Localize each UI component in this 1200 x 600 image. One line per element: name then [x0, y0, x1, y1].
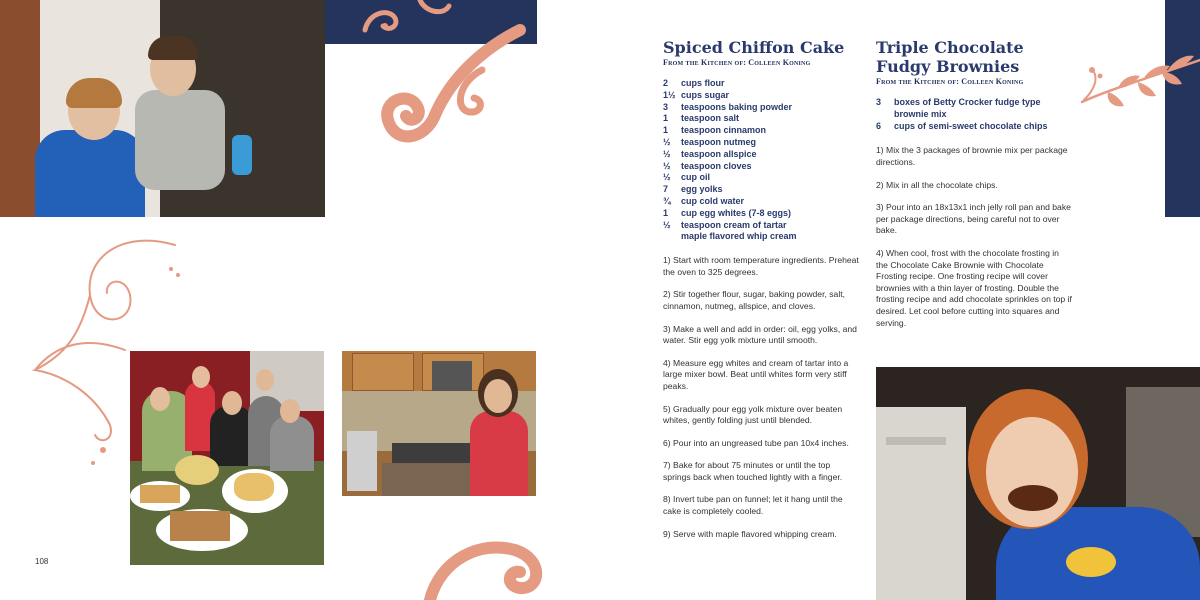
ingredient-item: ¾ cup cold water	[663, 195, 745, 206]
ingredient-item: ½ teaspoon cloves	[663, 160, 752, 171]
ingredient-item: 1½ cups sugar	[663, 89, 730, 100]
ingredient-item: 1 cup egg whites (7-8 eggs)	[663, 207, 792, 218]
ingredient-item: 3 boxes of Betty Crocker fudge type brownie mix	[876, 97, 1041, 119]
photo-kids-eating	[0, 0, 325, 217]
ingredient-item: ½ teaspoon cream of tartar	[663, 219, 787, 230]
ingredient-item: ½ teaspoon nutmeg	[663, 136, 757, 147]
recipe-attribution: From the Kitchen of: Colleen Koning	[876, 77, 1024, 86]
instruction-step: 8) Invert tube pan on funnel; let it hang until the cake is completely cooled.	[663, 494, 843, 517]
instruction-step: 6) Pour into an ungreased tube pan 10x4 inches.	[663, 437, 849, 448]
page-number: 108	[35, 557, 49, 566]
ingredient-item: 1 teaspoon cinnamon	[663, 125, 767, 136]
ingredient-item: ½ cup oil	[663, 172, 710, 183]
instruction-step: 4) When cool, frost with the chocolate frosting in the Chocolate Cake Brownie with Chocolate Frosting recipe. One frosting recipe will cover brownies with a thin layer of frosting. Double the frosting recipe and add chocolate sprinkles on top if desired. Let cool before cutting into squares and serving.	[876, 247, 1072, 328]
instruction-step: 5) Gradually pour egg yolk mixture over beaten whites, gently folding just until blended.	[663, 403, 843, 426]
instruction-step: 4) Measure egg whites and cream of tartar into a large mixer bowl. Beat until whites form very stiff peaks.	[663, 357, 849, 391]
recipe-attribution: From the Kitchen of: Colleen Koning	[663, 58, 811, 67]
instruction-step: 3) Make a well and add in order: oil, egg yolks, and water. Stir egg yolk mixture until smooth.	[663, 323, 857, 346]
decorative-swirl-bottom-icon	[420, 520, 560, 600]
instruction-step: 2) Mix in all the chocolate chips.	[876, 179, 998, 190]
instruction-list	[876, 145, 1072, 329]
ingredient-item: ½ teaspoon allspice	[663, 148, 757, 159]
ingredient-item: maple flavored whip cream	[681, 231, 797, 242]
instruction-step: 7) Bake for about 75 minutes or until the top springs back when touched lightly with a finger.	[663, 460, 843, 482]
recipe-spiced-chiffon-cake	[663, 38, 863, 540]
recipe-triple-chocolate-brownies	[876, 38, 1076, 329]
ingredient-item: 7 egg yolks	[663, 184, 723, 195]
photo-family-dessert-table	[130, 351, 324, 565]
instruction-step: 3) Pour into an 18x13x1 inch jelly roll pan and bake per package directions, being careful not to over bake.	[876, 202, 1071, 236]
instruction-step: 1) Mix the 3 packages of brownie mix per package directions.	[876, 145, 1068, 167]
ingredient-item: 6 cups of semi-sweet chocolate chips	[876, 120, 1048, 131]
recipe-title: Spiced Chiffon Cake	[663, 38, 845, 57]
instruction-step: 1) Start with room temperature ingredients. Preheat the oven to 325 degrees.	[663, 255, 859, 277]
ingredient-list	[663, 78, 863, 243]
ingredient-item: 1 teaspoon salt	[663, 113, 740, 124]
photo-child-chocolate-face	[876, 367, 1200, 600]
ingredient-list	[876, 97, 1076, 132]
recipe-title: Triple Chocolate Fudgy Brownies	[876, 38, 1024, 76]
ingredient-item: 3 teaspoons baking powder	[663, 101, 793, 112]
instruction-step: 2) Stir together flour, sugar, baking powder, salt, cinnamon, nutmeg, allspice, and cloves.	[663, 289, 846, 311]
decorative-branch-icon	[1078, 20, 1200, 110]
ingredient-item: 2 cups flour	[663, 78, 725, 88]
photo-woman-cooking	[342, 351, 536, 496]
decorative-swirl-large-icon	[370, 20, 550, 180]
instruction-step: 9) Serve with maple flavored whipping cream.	[663, 528, 837, 539]
instruction-list	[663, 255, 859, 540]
